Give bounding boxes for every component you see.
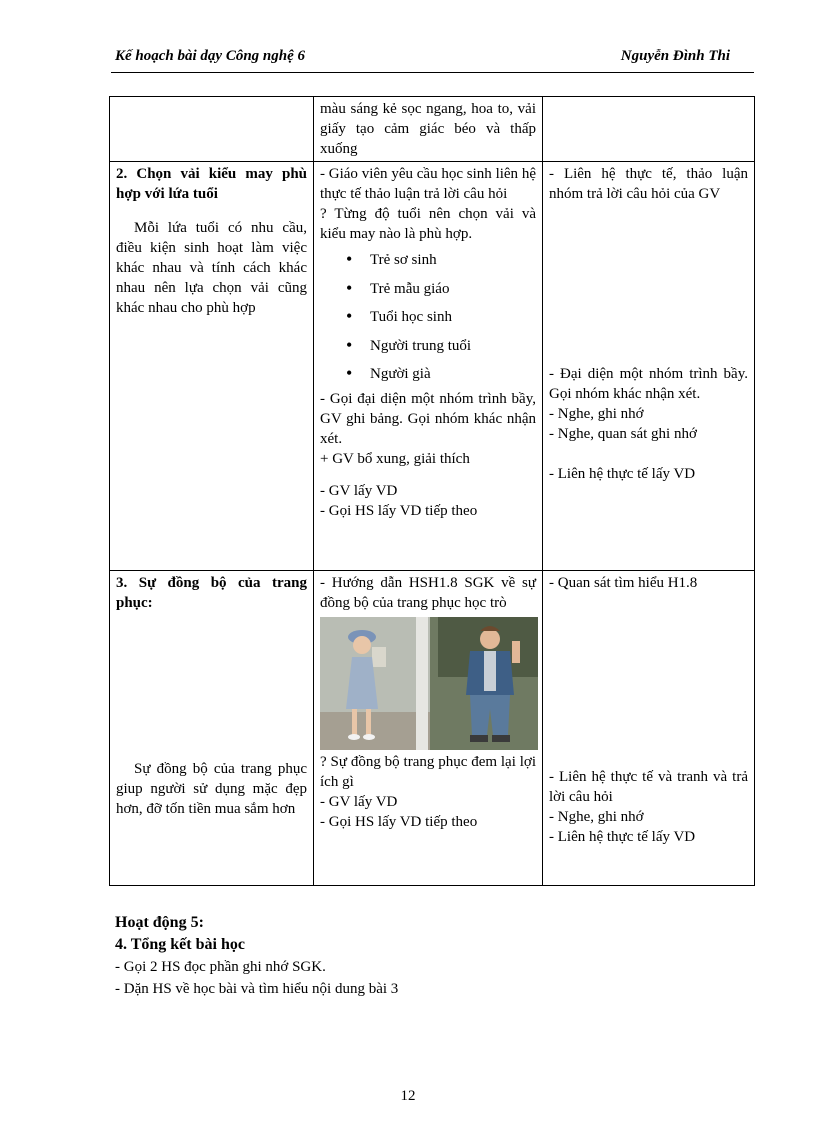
page-number: 12 — [400, 1088, 416, 1104]
section-title-sync: 3. Sự đồng bộ của trang phục: — [116, 575, 307, 611]
teacher-step-4: - Gọi HS lấy VD tiếp theo — [320, 502, 478, 519]
list-item: - Dặn HS về học bài và tìm hiểu nội dung bài 3 — [115, 981, 399, 997]
cell-r1-c2 — [314, 97, 543, 162]
header-right: Nguyễn Đình Thi — [620, 48, 730, 64]
section-body-age: Mỗi lứa tuổi có nhu cầu, điều kiện sinh hoạt làm việc khác nhau và tính cách khác nhau nên lựa chọn vải cũng khác nhau cho phù hợp — [116, 220, 307, 316]
list-item: • Tuổi học sinh — [346, 303, 536, 332]
student-listen: - Nghe, ghi nhớ — [549, 809, 644, 825]
student-relate: - Liên hệ thực tế và tranh và trả lời câu hỏi — [549, 769, 748, 805]
list-item: - Gọi 2 HS đọc phần ghi nhớ SGK. — [115, 959, 326, 975]
activity-title: Hoạt động 5: — [115, 914, 204, 931]
row1-teacher-text: màu sáng kẻ sọc ngang, hoa to, vải giấy tạo cảm giác béo và thấp xuống — [320, 101, 536, 157]
teacher-step-1: - Gọi đại diện một nhóm trình bầy, GV ghi bảng. Gọi nhóm khác nhận xét. — [320, 390, 536, 447]
student-step-1: - Liên hệ thực tế, thảo luận nhóm trả lời câu hỏi của GV — [549, 166, 748, 202]
list-item: • Người già — [346, 360, 536, 389]
cell-r3-c3 — [543, 571, 755, 886]
cell-r2-c1 — [110, 162, 314, 571]
teacher-step-3: - GV lấy VD — [320, 482, 398, 499]
table-row — [110, 571, 755, 886]
list-item: • Trẻ sơ sinh — [346, 246, 536, 275]
teacher-example: - GV lấy VD — [320, 794, 398, 810]
teacher-step-2: + GV bổ xung, giải thích — [320, 450, 470, 467]
activity-subtitle: 4. Tổng kết bài học — [115, 936, 245, 953]
cell-r3-c2 — [314, 571, 543, 886]
student-example: - Liên hệ thực tế lấy VD — [549, 829, 696, 845]
list-item: • Trẻ mẫu giáo — [346, 275, 536, 304]
section-body-sync: Sự đồng bộ của trang phục giup người sử dụng mặc đẹp hơn, đỡ tốn tiền mua sắm hơn — [116, 761, 307, 817]
teacher-question: ? Từng độ tuổi nên chọn vải và kiểu may nào là phù hợp. — [320, 206, 536, 242]
students-uniform-photo — [320, 617, 538, 750]
table-row — [110, 97, 755, 162]
teacher-request: - Giáo viên yêu cầu học sinh liên hệ thực tế thảo luận trả lời câu hỏi — [320, 166, 536, 202]
header-rule — [111, 72, 754, 73]
teacher-question-sync: ? Sự đồng bộ trang phục đem lại lợi ích gì — [320, 754, 536, 790]
activity-section — [115, 912, 398, 1000]
cell-r1-c3 — [543, 97, 755, 162]
teacher-guide: - Hướng dẫn HSH1.8 SGK về sự đồng bộ của trang phục học trò — [320, 575, 536, 611]
lesson-table — [109, 96, 755, 886]
student-step-2: - Đại diện một nhóm trình bầy. Gọi nhóm khác nhận xét. — [549, 366, 748, 402]
table-row — [110, 162, 755, 571]
student-step-5: - Liên hệ thực tế lấy VD — [549, 466, 696, 482]
teacher-call-student: - Gọi HS lấy VD tiếp theo — [320, 814, 478, 830]
cell-r2-c2 — [314, 162, 543, 571]
cell-r1-c1 — [110, 97, 314, 162]
cell-r3-c1 — [110, 571, 314, 886]
age-group-list — [320, 246, 536, 389]
student-step-3: - Nghe, ghi nhớ — [549, 406, 644, 422]
cell-r2-c3 — [543, 162, 755, 571]
section-title-age: 2. Chọn vải kiểu may phù hợp với lứa tuổi — [116, 166, 307, 202]
student-observe: - Quan sát tìm hiểu H1.8 — [549, 575, 698, 591]
header-left: Kế hoạch bài dạy Công nghệ 6 — [115, 48, 306, 64]
student-step-4: - Nghe, quan sát ghi nhớ — [549, 426, 697, 442]
list-item: • Người trung tuổi — [346, 332, 536, 361]
